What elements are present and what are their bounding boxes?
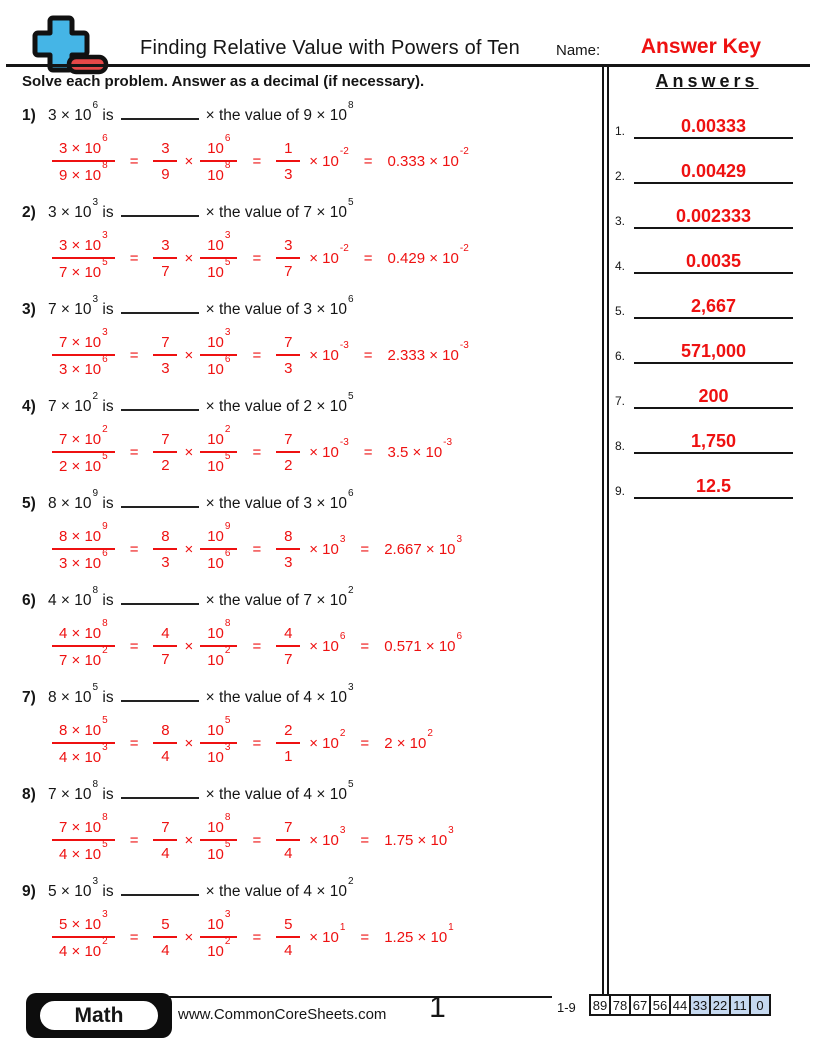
answer-value: 12.5 bbox=[695, 475, 732, 496]
answer-line bbox=[634, 340, 793, 365]
fraction-coefficients: $\frac{8}{4}$ bbox=[153, 722, 177, 765]
answer-blank bbox=[121, 494, 199, 508]
problem-statement: 9) $5 \times 10^3$ is × the value of $4 \times 10^2$ bbox=[22, 877, 596, 903]
site-url: www.CommonCoreSheets.com bbox=[178, 1006, 387, 1023]
fraction-original: $\frac{8 \times 10^5}{4 \times 10^3}$ bbox=[52, 721, 115, 766]
fraction-powers: $\frac{10^3}{10^2}$ bbox=[200, 915, 237, 960]
math-badge bbox=[26, 993, 172, 1038]
answer-row bbox=[615, 427, 793, 454]
score-range-label: 1-9 bbox=[557, 1000, 576, 1015]
answer-value: 0.0035 bbox=[685, 250, 742, 271]
solution-result: $0.571 \times 10^6$ bbox=[384, 631, 463, 656]
answers-divider bbox=[602, 67, 609, 996]
answer-value: 571,000 bbox=[680, 340, 747, 361]
fraction-original: $\frac{7 \times 10^3}{3 \times 10^6}$ bbox=[52, 333, 115, 378]
problem-statement: 1) $3 \times 10^6$ is × the value of $9 \times 10^8$ bbox=[22, 101, 596, 127]
solution-result: $2 \times 10^2$ bbox=[384, 728, 433, 753]
answer-blank bbox=[121, 106, 199, 120]
worked-solution: $\frac{3 \times 10^3}{7 \times 10^5}$ = $\frac{3}{7}$ × $\frac{10^3}{10^5}$ = $\frac{3}{7}$ × $10^{-2}$ = $0.429 \times 10^{-2}$ bbox=[52, 231, 596, 285]
fraction-original: $\frac{5 \times 10^3}{4 \times 10^2}$ bbox=[52, 915, 115, 960]
score-table bbox=[589, 994, 771, 1016]
power-of-ten: × $10^{-3}$ bbox=[309, 437, 349, 462]
fraction-original: $\frac{3 \times 10^6}{9 \times 10^8}$ bbox=[52, 139, 115, 184]
fraction-coefficients: $\frac{8}{3}$ bbox=[153, 528, 177, 571]
answer-row bbox=[615, 292, 793, 319]
worked-solution: $\frac{4 \times 10^8}{7 \times 10^2}$ = $\frac{4}{7}$ × $\frac{10^8}{10^2}$ = $\frac{4}{7}$ × $10^6$ = $0.571 \times 10^6$ bbox=[52, 619, 596, 673]
fraction-reduced: $\frac{2}{1}$ bbox=[276, 722, 300, 765]
problem-block bbox=[22, 198, 596, 295]
answer-line bbox=[634, 115, 793, 140]
answer-line bbox=[634, 295, 793, 320]
solution-result: $1.25 \times 10^1$ bbox=[384, 922, 454, 947]
answer-value: 0.002333 bbox=[675, 205, 752, 226]
power-of-ten: × $10^{-3}$ bbox=[309, 340, 349, 365]
answer-number: 3. bbox=[615, 214, 626, 228]
answer-number: 8. bbox=[615, 439, 626, 453]
answer-blank bbox=[121, 688, 199, 702]
fraction-powers: $\frac{10^8}{10^5}$ bbox=[200, 818, 237, 863]
problem-block bbox=[22, 780, 596, 877]
fraction-powers: $\frac{10^3}{10^5}$ bbox=[200, 236, 237, 281]
solution-result: $3.5 \times 10^{-3}$ bbox=[387, 437, 453, 462]
fraction-reduced: $\frac{1}{3}$ bbox=[276, 140, 300, 183]
score-cell: 22 bbox=[709, 994, 731, 1016]
worked-solution: $\frac{7 \times 10^2}{2 \times 10^5}$ = $\frac{7}{2}$ × $\frac{10^2}{10^5}$ = $\frac{7}{2}$ × $10^{-3}$ = $3.5 \times 10^{-3}$ bbox=[52, 425, 596, 479]
problem-block bbox=[22, 489, 596, 586]
fraction-reduced: $\frac{7}{3}$ bbox=[276, 334, 300, 377]
power-of-ten: × $10^3$ bbox=[309, 534, 346, 559]
fraction-reduced: $\frac{3}{7}$ bbox=[276, 237, 300, 280]
fraction-reduced: $\frac{4}{7}$ bbox=[276, 625, 300, 668]
fraction-coefficients: $\frac{3}{7}$ bbox=[153, 237, 177, 280]
answer-row bbox=[615, 157, 793, 184]
answer-blank bbox=[121, 300, 199, 314]
fraction-coefficients: $\frac{7}{3}$ bbox=[153, 334, 177, 377]
problem-number: 4) bbox=[22, 398, 36, 416]
answer-number: 1. bbox=[615, 124, 626, 138]
answer-row bbox=[615, 202, 793, 229]
score-cell: 0 bbox=[749, 994, 771, 1016]
solution-result: $0.333 \times 10^{-2}$ bbox=[387, 146, 469, 171]
answer-row bbox=[615, 337, 793, 364]
solution-result: $2.333 \times 10^{-3}$ bbox=[387, 340, 469, 365]
problem-block bbox=[22, 683, 596, 780]
score-cell: 56 bbox=[649, 994, 671, 1016]
problem-statement: 4) $7 \times 10^2$ is × the value of $2 \times 10^5$ bbox=[22, 392, 596, 418]
problem-statement: 2) $3 \times 10^3$ is × the value of $7 \times 10^5$ bbox=[22, 198, 596, 224]
answer-line bbox=[634, 430, 793, 455]
problem-number: 6) bbox=[22, 592, 36, 610]
worked-solution: $\frac{7 \times 10^3}{3 \times 10^6}$ = $\frac{7}{3}$ × $\frac{10^3}{10^6}$ = $\frac{7}{3}$ × $10^{-3}$ = $2.333 \times 10^{-3}$ bbox=[52, 328, 596, 382]
fraction-coefficients: $\frac{7}{2}$ bbox=[153, 431, 177, 474]
problem-statement: 3) $7 \times 10^3$ is × the value of $3 \times 10^6$ bbox=[22, 295, 596, 321]
fraction-coefficients: $\frac{4}{7}$ bbox=[153, 625, 177, 668]
answer-value: 200 bbox=[698, 385, 729, 406]
answers-list bbox=[615, 112, 793, 517]
power-of-ten: × $10^2$ bbox=[309, 728, 346, 753]
power-of-ten: × $10^6$ bbox=[309, 631, 346, 656]
solution-result: $2.667 \times 10^3$ bbox=[384, 534, 463, 559]
problem-block bbox=[22, 101, 596, 198]
answer-row bbox=[615, 112, 793, 139]
problem-statement: 5) $8 \times 10^9$ is × the value of $3 \times 10^6$ bbox=[22, 489, 596, 515]
header-divider bbox=[6, 64, 810, 67]
score-cell: 33 bbox=[689, 994, 711, 1016]
answer-number: 5. bbox=[615, 304, 626, 318]
score-cell: 89 bbox=[589, 994, 611, 1016]
answer-line bbox=[634, 160, 793, 185]
fraction-powers: $\frac{10^3}{10^6}$ bbox=[200, 333, 237, 378]
problem-block bbox=[22, 586, 596, 683]
answer-blank bbox=[121, 591, 199, 605]
answer-line bbox=[634, 475, 793, 500]
fraction-powers: $\frac{10^9}{10^6}$ bbox=[200, 527, 237, 572]
page-number: 1 bbox=[429, 991, 446, 1024]
problem-block bbox=[22, 877, 596, 974]
problem-number: 2) bbox=[22, 204, 36, 222]
problem-block bbox=[22, 392, 596, 489]
answer-blank bbox=[121, 397, 199, 411]
worked-solution: $\frac{7 \times 10^8}{4 \times 10^5}$ = $\frac{7}{4}$ × $\frac{10^8}{10^5}$ = $\frac{7}{4}$ × $10^3$ = $1.75 \times 10^3$ bbox=[52, 813, 596, 867]
fraction-reduced: $\frac{7}{4}$ bbox=[276, 819, 300, 862]
fraction-coefficients: $\frac{5}{4}$ bbox=[153, 916, 177, 959]
problem-number: 7) bbox=[22, 689, 36, 707]
fraction-powers: $\frac{10^8}{10^2}$ bbox=[200, 624, 237, 669]
problem-number: 3) bbox=[22, 301, 36, 319]
fraction-coefficients: $\frac{7}{4}$ bbox=[153, 819, 177, 862]
answer-row bbox=[615, 382, 793, 409]
problem-number: 8) bbox=[22, 786, 36, 804]
answer-value: 2,667 bbox=[690, 295, 737, 316]
worked-solution: $\frac{3 \times 10^6}{9 \times 10^8}$ = $\frac{3}{9}$ × $\frac{10^6}{10^8}$ = $\frac{1}{3}$ × $10^{-2}$ = $0.333 \times 10^{-2}$ bbox=[52, 134, 596, 188]
solution-result: $1.75 \times 10^3$ bbox=[384, 825, 454, 850]
footer-divider bbox=[168, 996, 552, 998]
problem-statement: 7) $8 \times 10^5$ is × the value of $4 \times 10^3$ bbox=[22, 683, 596, 709]
score-cell: 78 bbox=[609, 994, 631, 1016]
score-cell: 11 bbox=[729, 994, 751, 1016]
answer-value: 0.00333 bbox=[680, 115, 747, 136]
math-badge-label: Math bbox=[38, 999, 160, 1032]
answer-blank bbox=[121, 785, 199, 799]
power-of-ten: × $10^1$ bbox=[309, 922, 346, 947]
score-cell: 67 bbox=[629, 994, 651, 1016]
answer-value: 1,750 bbox=[690, 430, 737, 451]
fraction-coefficients: $\frac{3}{9}$ bbox=[153, 140, 177, 183]
problem-statement: 8) $7 \times 10^8$ is × the value of $4 \times 10^5$ bbox=[22, 780, 596, 806]
power-of-ten: × $10^3$ bbox=[309, 825, 346, 850]
problem-number: 5) bbox=[22, 495, 36, 513]
answer-number: 6. bbox=[615, 349, 626, 363]
power-of-ten: × $10^{-2}$ bbox=[309, 243, 349, 268]
fraction-powers: $\frac{10^6}{10^8}$ bbox=[200, 139, 237, 184]
answer-line bbox=[634, 250, 793, 275]
worked-solution: $\frac{8 \times 10^5}{4 \times 10^3}$ = $\frac{8}{4}$ × $\frac{10^5}{10^3}$ = $\frac{2}{1}$ × $10^2$ = $2 \times 10^2$ bbox=[52, 716, 596, 770]
answer-row bbox=[615, 247, 793, 274]
problem-number: 9) bbox=[22, 883, 36, 901]
fraction-original: $\frac{7 \times 10^2}{2 \times 10^5}$ bbox=[52, 430, 115, 475]
fraction-reduced: $\frac{8}{3}$ bbox=[276, 528, 300, 571]
power-of-ten: × $10^{-2}$ bbox=[309, 146, 349, 171]
answer-line bbox=[634, 385, 793, 410]
problems-list bbox=[22, 101, 596, 974]
problem-block bbox=[22, 295, 596, 392]
problem-number: 1) bbox=[22, 107, 36, 125]
instructions-text: Solve each problem. Answer as a decimal (if necessary). bbox=[22, 73, 425, 90]
problem-statement: 6) $4 \times 10^8$ is × the value of $7 \times 10^2$ bbox=[22, 586, 596, 612]
page-title: Finding Relative Value with Powers of Ten bbox=[140, 37, 520, 59]
answer-number: 4. bbox=[615, 259, 626, 273]
answer-blank bbox=[121, 882, 199, 896]
fraction-powers: $\frac{10^2}{10^5}$ bbox=[200, 430, 237, 475]
fraction-original: $\frac{4 \times 10^8}{7 \times 10^2}$ bbox=[52, 624, 115, 669]
fraction-reduced: $\frac{5}{4}$ bbox=[276, 916, 300, 959]
answer-value: 0.00429 bbox=[680, 160, 747, 181]
fraction-original: $\frac{7 \times 10^8}{4 \times 10^5}$ bbox=[52, 818, 115, 863]
answer-key-label: Answer Key bbox=[640, 35, 762, 58]
worked-solution: $\frac{5 \times 10^3}{4 \times 10^2}$ = $\frac{5}{4}$ × $\frac{10^3}{10^2}$ = $\frac{5}{4}$ × $10^1$ = $1.25 \times 10^1$ bbox=[52, 910, 596, 964]
fraction-original: $\frac{3 \times 10^3}{7 \times 10^5}$ bbox=[52, 236, 115, 281]
fraction-powers: $\frac{10^5}{10^3}$ bbox=[200, 721, 237, 766]
answer-blank bbox=[121, 203, 199, 217]
fraction-original: $\frac{8 \times 10^9}{3 \times 10^6}$ bbox=[52, 527, 115, 572]
answer-number: 7. bbox=[615, 394, 626, 408]
name-label: Name: bbox=[556, 42, 601, 59]
fraction-reduced: $\frac{7}{2}$ bbox=[276, 431, 300, 474]
answer-line bbox=[634, 205, 793, 230]
score-cell: 44 bbox=[669, 994, 691, 1016]
solution-result: $0.429 \times 10^{-2}$ bbox=[387, 243, 469, 268]
answers-title: Answers bbox=[655, 71, 759, 91]
answer-row bbox=[615, 472, 793, 499]
answer-number: 9. bbox=[615, 484, 626, 498]
worked-solution: $\frac{8 \times 10^9}{3 \times 10^6}$ = $\frac{8}{3}$ × $\frac{10^9}{10^6}$ = $\frac{8}{3}$ × $10^3$ = $2.667 \times 10^3$ bbox=[52, 522, 596, 576]
answer-number: 2. bbox=[615, 169, 626, 183]
